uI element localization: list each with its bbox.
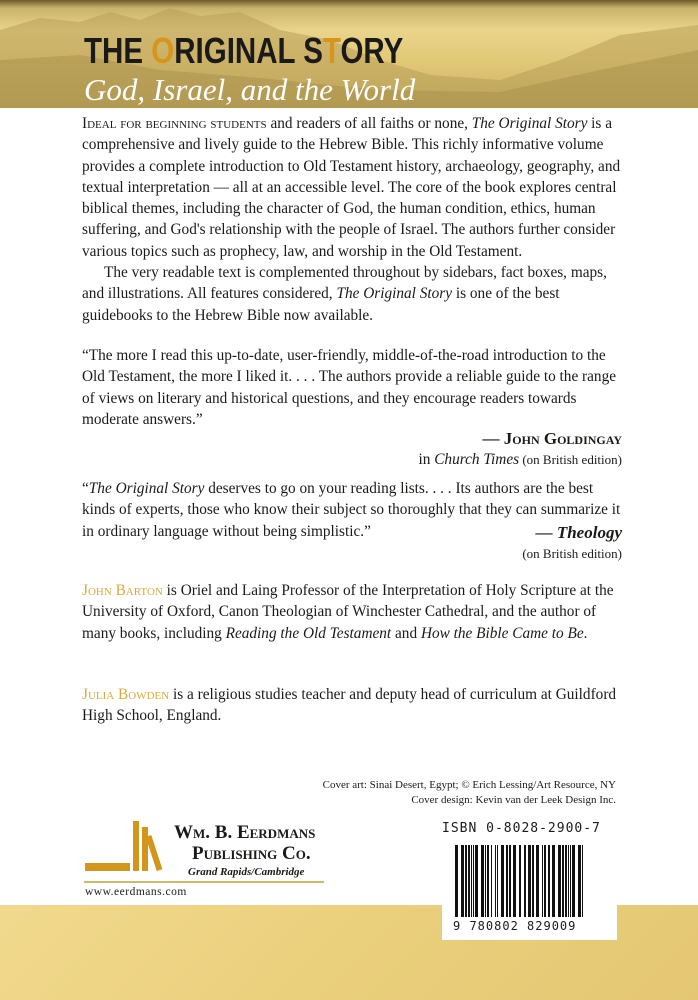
review-source: (on British edition): [522, 546, 622, 562]
publisher-url: www.eerdmans.com: [85, 886, 187, 898]
review-quote: “The more I read this up-to-date, user-friendly, middle-of-the-road introduction to the Old Testament, the more I liked it. . . . The authors provide a reliable guide to the range of views on literary and historical questions, and they encourage readers towards moderate answers.”: [82, 347, 617, 428]
cover-design-credit: Cover design: Kevin van der Leek Design Inc.: [411, 794, 616, 806]
isbn-label: ISBN 0-8028-2900-7: [442, 821, 601, 836]
author-bio-barton: John Barton is Oriel and Laing Professor of the Interpretation of Holy Scripture at the University of Oxford, Canon Theologian of Winchester Cathedral, and the author of many books, including Reading the Old Testament and How the Bible Came to Be.: [82, 582, 614, 642]
author-name: John Barton: [82, 582, 163, 599]
cover-credits: [216, 778, 616, 808]
description-paragraph-1: Ideal for beginning students and readers of all faiths or none, The Original Story is a comprehensive and lively guide to the Hebrew Bible. This richly informative volume provides a complete introduction to Old Testament history, archaeology, geography, and textual interpretation — all at an accessible level. The core of the book explores central biblical themes, including the character of God, the human condition, ethics, human suffering, and God's relationship with the people of Israel. The authors further consider various topics such as prophecy, law, and worship in the Old Testament.: [82, 115, 621, 260]
description-paragraph-2: The very readable text is complemented throughout by sidebars, fact boxes, maps, and illustrations. All features considered, The Original Story is one of the best guidebooks to the Hebrew Bible now available.: [82, 264, 607, 324]
barcode-icon: [455, 845, 585, 920]
review-1: [82, 345, 622, 471]
publisher-location: Grand Rapids/Cambridge: [188, 866, 305, 878]
publisher-rule: [84, 881, 324, 883]
review-author: — Theology: [535, 522, 622, 542]
review-author: — John Goldingay: [482, 429, 622, 449]
book-subtitle: God, Israel, and the World: [84, 72, 416, 107]
author-name: Julia Bowden: [82, 686, 170, 703]
publisher-name-line2: Publishing Co.: [192, 843, 311, 864]
review-quote: “The Original Story deserves to go on your reading lists. . . . Its authors are the best kinds of experts, those who know their subject so thoroughly that they can summarize it in ordinary language without being simplistic.”: [82, 480, 621, 540]
cover-header-band: [0, 0, 698, 108]
review-source: in Church Times (on British edition): [418, 451, 622, 469]
review-2: [82, 478, 622, 564]
cover-art-credit: Cover art: Sinai Desert, Egypt; © Erich Lessing/Art Resource, NY: [322, 779, 616, 791]
barcode-number: 9 780802 829009: [453, 919, 577, 933]
author-bio-bowden: Julia Bowden is a religious studies teacher and deputy head of curriculum at Guildford High School, England.: [82, 686, 617, 725]
book-title: THE ORIGINAL STORY: [84, 30, 404, 71]
publisher-name-line1: Wm. B. Eerdmans: [174, 822, 316, 843]
description: [82, 113, 622, 326]
